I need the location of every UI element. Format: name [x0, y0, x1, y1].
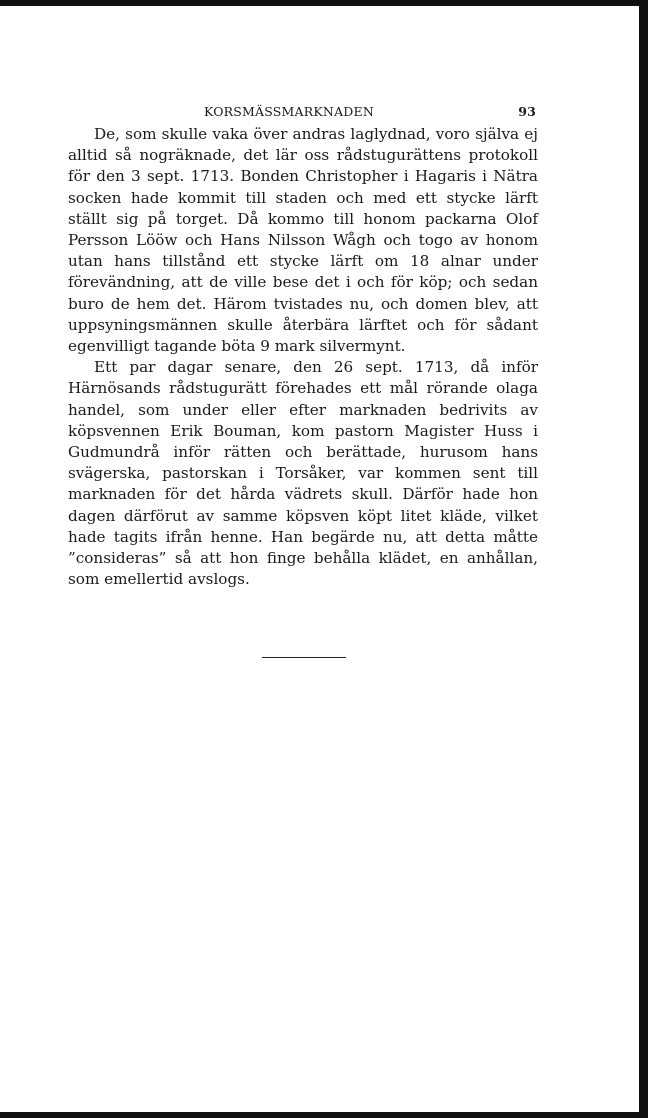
scan-border-top	[0, 0, 648, 6]
paragraph-2: Ett par dagar senare, den 26 sept. 1713, då inför Härnösands rådstugurätt förehades ett mål rörande olaga handel, som under eller efter marknaden bedrivits av köpsvennen Erik Bouman, kom pastorn Magister Huss i Gudmundrå inför rätten och berättade, hurusom hans svägerska, pastorskan i Torsåker, var kommen sent till marknaden för det hårda vädrets skull. Därför hade hon dagen därförut av samme köpsven köpt litet kläde, vilket hade tagits ifrån henne. Han begärde nu, att detta måtte ”consideras” så att hon finge behålla klädet, en anhållan, som emellertid avslogs.	[68, 358, 538, 589]
book-page	[68, 100, 538, 590]
scan-border-bottom	[0, 1112, 648, 1118]
running-head	[68, 100, 538, 124]
section-divider	[262, 657, 346, 658]
running-head-title: KORSMÄSSMARKNADEN	[204, 104, 374, 119]
paragraph-1: De, som skulle vaka över andras laglydnad, voro själva ej alltid så nogräknade, det lär oss rådstugurättens protokoll för den 3 sept. 1713. Bonden Christopher i Hagaris i Nätra socken hade kommit till staden och med ett stycke lärft ställt sig på torget. Då kommo till honom packarna Olof Persson Lööw och Hans Nilsson Wågh och togo av honom utan hans tillstånd ett stycke lärft om 18 alnar under förevändning, att de ville bese det i och för köp; och sedan buro de hem det. Härom tvistades nu, och domen blev, att uppsyningsmännen skulle återbära lärftet och för sådant egenvilligt tagande böta 9 mark silvermynt.	[68, 125, 538, 356]
page-number: 93	[518, 104, 536, 119]
scan-border-right	[639, 0, 648, 1118]
